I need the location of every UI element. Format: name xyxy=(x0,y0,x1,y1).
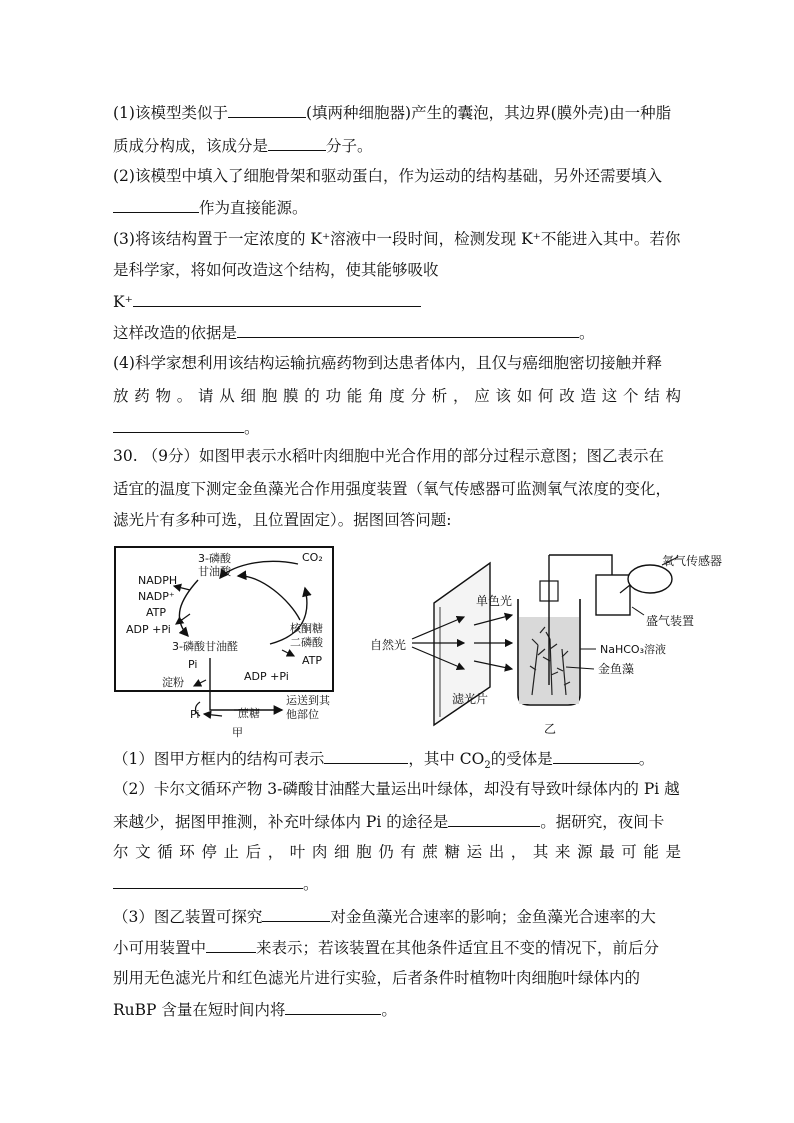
label-monochrome-light: 单色光 xyxy=(476,594,513,608)
arrow-pi-out xyxy=(204,714,222,716)
label-nadp: NADP⁺ xyxy=(138,590,175,603)
label-oxygen-sensor: 氧气传感器 xyxy=(662,554,723,568)
figure-jia-caption: 甲 xyxy=(232,726,243,739)
gas-container xyxy=(596,575,630,615)
answer-blank-pi-route[interactable] xyxy=(448,811,540,827)
label-rubp-1: 核酮糖 xyxy=(290,622,323,635)
answer-blank-sucrose-source[interactable] xyxy=(113,873,303,889)
q30-s2-text-c: 。据研究，夜间卡 xyxy=(540,813,665,831)
q30-s3-text-d: 来表示；若该装置在其他条件适宜且不变的情况下，前后分 xyxy=(256,939,660,957)
answer-blank-modify[interactable] xyxy=(133,291,421,307)
q29-line-5 xyxy=(113,229,680,249)
label-export-1: 运送到其 xyxy=(286,694,330,707)
answer-blank-acceptor[interactable] xyxy=(553,748,639,764)
q29-p3-text-b: 是科学家，将如何改造这个结构，使其能够吸收 xyxy=(113,261,439,279)
q29-line-10 xyxy=(113,386,681,406)
q30-s2-line-3 xyxy=(113,842,681,862)
q30-s3-line-4 xyxy=(113,999,397,1020)
q30-s3-text-f: RuBP 含量在短时间内将 xyxy=(113,1001,286,1019)
q29-line-8 xyxy=(113,322,595,343)
label-nahco3: NaHCO₃溶液 xyxy=(600,643,666,656)
q30-s2-text-a: （2）卡尔文循环产物 3-磷酸甘油醛大量运出叶绿体，却没有导致叶绿体内的 Pi 越 xyxy=(113,780,680,798)
label-natural-light: 自然光 xyxy=(370,638,407,652)
label-adp-2: ADP +Pi xyxy=(244,670,289,683)
q30-intro-line-1 xyxy=(113,446,664,466)
q29-p1-text-a: (1)该模型类似于 xyxy=(113,104,228,122)
q30-s1-subscript: 2 xyxy=(484,760,491,772)
answer-blank-basis[interactable] xyxy=(237,322,579,338)
q30-s3-text-c: 小可用装置中 xyxy=(113,939,207,957)
label-atp-1: ATP xyxy=(146,606,167,619)
label-nadph: NADPH xyxy=(138,574,178,587)
q29-p3-text-e: 。 xyxy=(579,324,595,342)
q30-s2-line-1 xyxy=(113,779,680,799)
figure-jia-calvin-cycle xyxy=(110,540,342,740)
q29-line-4 xyxy=(113,197,308,218)
q29-p1-text-c: 质成分构成，该成分是 xyxy=(113,137,269,155)
label-pga-1: 3-磷酸 xyxy=(198,552,231,565)
q29-line-2 xyxy=(113,135,373,156)
answer-blank-organelles[interactable] xyxy=(228,102,306,118)
q30-s3-line-3 xyxy=(113,968,640,988)
q30-s2-text-d: 尔文循环停止后，叶肉细胞仍有蔗糖运出，其来源最可能是 xyxy=(113,843,681,861)
figure-yi-caption: 乙 xyxy=(544,722,557,736)
q30-s3-line-2 xyxy=(113,937,659,958)
q29-p4-text-b: 放药物。请从细胞膜的功能角度分析，应该如何改造这个结构 xyxy=(113,387,681,405)
label-sucrose: 蔗糖 xyxy=(238,707,260,720)
q30-s2-line-4 xyxy=(113,873,319,894)
label-atp-2: ATP xyxy=(302,654,323,667)
arrow-to-starch xyxy=(194,680,206,686)
answer-blank-variable[interactable] xyxy=(262,906,330,922)
q29-p2-text-a: (2)该模型中填入了细胞骨架和驱动蛋白，作为运动的结构基础，另外还需要填入 xyxy=(113,167,662,185)
tube-to-container xyxy=(549,555,612,575)
arrow-rubp-to-cycle xyxy=(238,576,300,620)
q30-intro-1: 30. （9分）如图甲表示水稻叶肉细胞中光合作用的部分过程示意图；图乙表示在 xyxy=(113,447,664,465)
label-pi-2: Pi xyxy=(190,708,200,721)
q30-intro-line-3 xyxy=(113,510,451,530)
answer-blank-indicator[interactable] xyxy=(206,937,256,953)
answer-blank-energy[interactable] xyxy=(113,197,199,213)
answer-blank-targeting[interactable] xyxy=(113,417,244,433)
label-rubp-2: 二磷酸 xyxy=(290,636,323,649)
q29-p3-text-c: K⁺ xyxy=(113,293,133,311)
q30-s3-text-b: 对金鱼藻光合速率的影响；金鱼藻光合速率的大 xyxy=(330,908,656,926)
q30-intro-3: 滤光片有多种可选，且位置固定）。据图回答问题: xyxy=(113,511,452,529)
oxygen-sensor xyxy=(628,565,672,593)
q29-p1-text-b: (填两种细胞器)产生的囊泡，其边界(膜外壳)由一种脂 xyxy=(305,104,672,122)
label-adp-1: ADP +Pi xyxy=(126,623,171,636)
q29-p3-text-d: 这样改造的依据是 xyxy=(113,324,238,342)
q30-s3-text-g: 。 xyxy=(381,1001,397,1019)
q30-intro-2: 适宜的温度下测定金鱼藻光合作用强度装置（氧气传感器可监测氧气浓度的变化， xyxy=(113,480,672,498)
label-g3p: 3-磷酸甘油醛 xyxy=(172,640,238,653)
label-filter: 滤光片 xyxy=(452,692,489,706)
container-leader xyxy=(632,607,644,615)
q29-line-1 xyxy=(113,102,671,123)
q29-p2-text-b: 作为直接能源。 xyxy=(199,199,308,217)
q30-s1-text-b: ，其中 CO xyxy=(408,750,485,768)
label-pi-1: Pi xyxy=(188,658,198,671)
q30-s1-text-d: 。 xyxy=(638,750,655,768)
answer-blank-lipid[interactable] xyxy=(268,135,326,151)
q30-intro-line-2 xyxy=(113,479,671,499)
label-gas-container: 盛气装置 xyxy=(646,614,695,628)
figure-yi-apparatus xyxy=(362,545,744,745)
q30-s2-text-b: 来越少，据图甲推测，补充叶绿体内 Pi 的途径是 xyxy=(113,813,449,831)
q30-s2-line-2 xyxy=(113,811,664,832)
label-pga-2: 甘油酸 xyxy=(198,565,231,578)
label-goldfish-weed: 金鱼藻 xyxy=(598,662,635,676)
arrow-co2-to-pga xyxy=(220,561,298,578)
arrow-atp2 xyxy=(282,650,294,656)
label-co2: CO₂ xyxy=(302,551,323,564)
q29-line-7 xyxy=(113,291,421,312)
q29-p1-text-d: 分子。 xyxy=(326,137,373,155)
q30-s1-text-a: （1）图甲方框内的结构可表示 xyxy=(113,750,325,768)
q29-line-9 xyxy=(113,353,662,373)
q30-s2-text-e: 。 xyxy=(303,875,319,893)
label-starch: 淀粉 xyxy=(162,676,184,689)
answer-blank-structure[interactable] xyxy=(324,748,408,764)
arrow-adp xyxy=(176,614,190,624)
q29-p4-text-a: (4)科学家想利用该结构运输抗癌药物到达患者体内，且仅与癌细胞密切接触并释 xyxy=(113,354,662,372)
q29-line-11 xyxy=(113,417,260,438)
label-export-2: 他部位 xyxy=(286,708,319,721)
q30-s1-line xyxy=(113,748,654,776)
q29-p3-text-a: (3)将该结构置于一定浓度的 K⁺溶液中一段时间，检测发现 K⁺不能进入其中。若你 xyxy=(113,230,681,248)
answer-blank-rubp-change[interactable] xyxy=(285,999,381,1015)
q30-s1-text-c: 的受体是 xyxy=(490,750,553,768)
q29-line-6 xyxy=(113,260,439,280)
q30-s3-line-1 xyxy=(113,906,656,927)
q30-s3-text-a: （3）图乙装置可探究 xyxy=(113,908,263,926)
q29-line-3 xyxy=(113,166,662,186)
q29-p4-text-c: 。 xyxy=(244,419,260,437)
q30-s3-text-e: 别用无色滤光片和红色滤光片进行实验，后者条件时植物叶肉细胞叶绿体内的 xyxy=(113,969,641,987)
